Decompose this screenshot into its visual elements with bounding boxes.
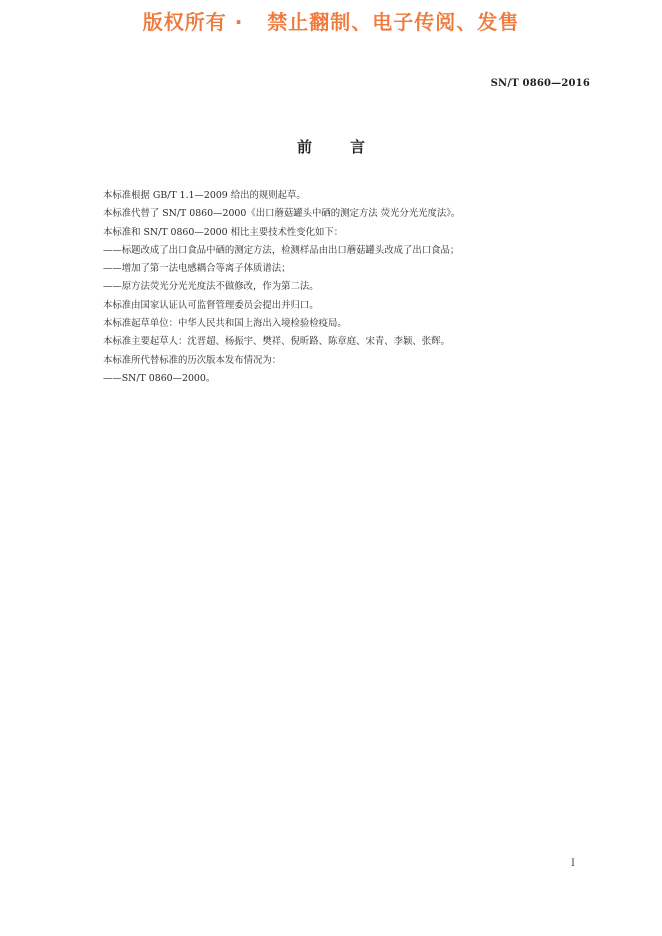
page-number: I [571, 858, 575, 869]
foreword-line: ——SN/T 0860—2000。 [103, 372, 216, 384]
copyright-watermark: 版权所有 · 禁止翻制、电子传阅、发售 [142, 10, 520, 34]
foreword-line: 本标准起草单位：中华人民共和国上海出入境检验检疫局。 [103, 318, 347, 330]
foreword-line: ——增加了第一法电感耦合等离子体质谱法； [103, 263, 291, 275]
foreword-line: 本标准代替了 SN/T 0860—2000《出口蘑菇罐头中硒的测定方法 荧光分光光度法》。 [103, 208, 461, 220]
foreword-line: 本标准根据 GB/T 1.1—2009 给出的规则起草。 [103, 190, 306, 201]
foreword-line: 本标准和 SN/T 0860—2000 相比主要技术性变化如下： [103, 226, 344, 238]
standard-number: SN/T 0860—2016 [490, 78, 590, 89]
foreword-line: 本标准由国家认证认可监督管理委员会提出并归口。 [103, 299, 319, 311]
foreword-body [103, 187, 573, 388]
foreword-line: ——原方法荧光分光光度法不做修改，作为第二法。 [103, 281, 319, 293]
page-title: 前言 [296, 138, 403, 156]
foreword-line: ——标题改成了出口食品中硒的测定方法，检测样品由出口蘑菇罐头改成了出口食品； [103, 244, 460, 256]
foreword-line: 本标准主要起草人：沈晋超、杨振宇、樊祥、倪昕路、陈章庭、宋青、李颖、张辉。 [103, 336, 450, 348]
foreword-line: 本标准所代替标准的历次版本发布情况为： [103, 354, 282, 366]
